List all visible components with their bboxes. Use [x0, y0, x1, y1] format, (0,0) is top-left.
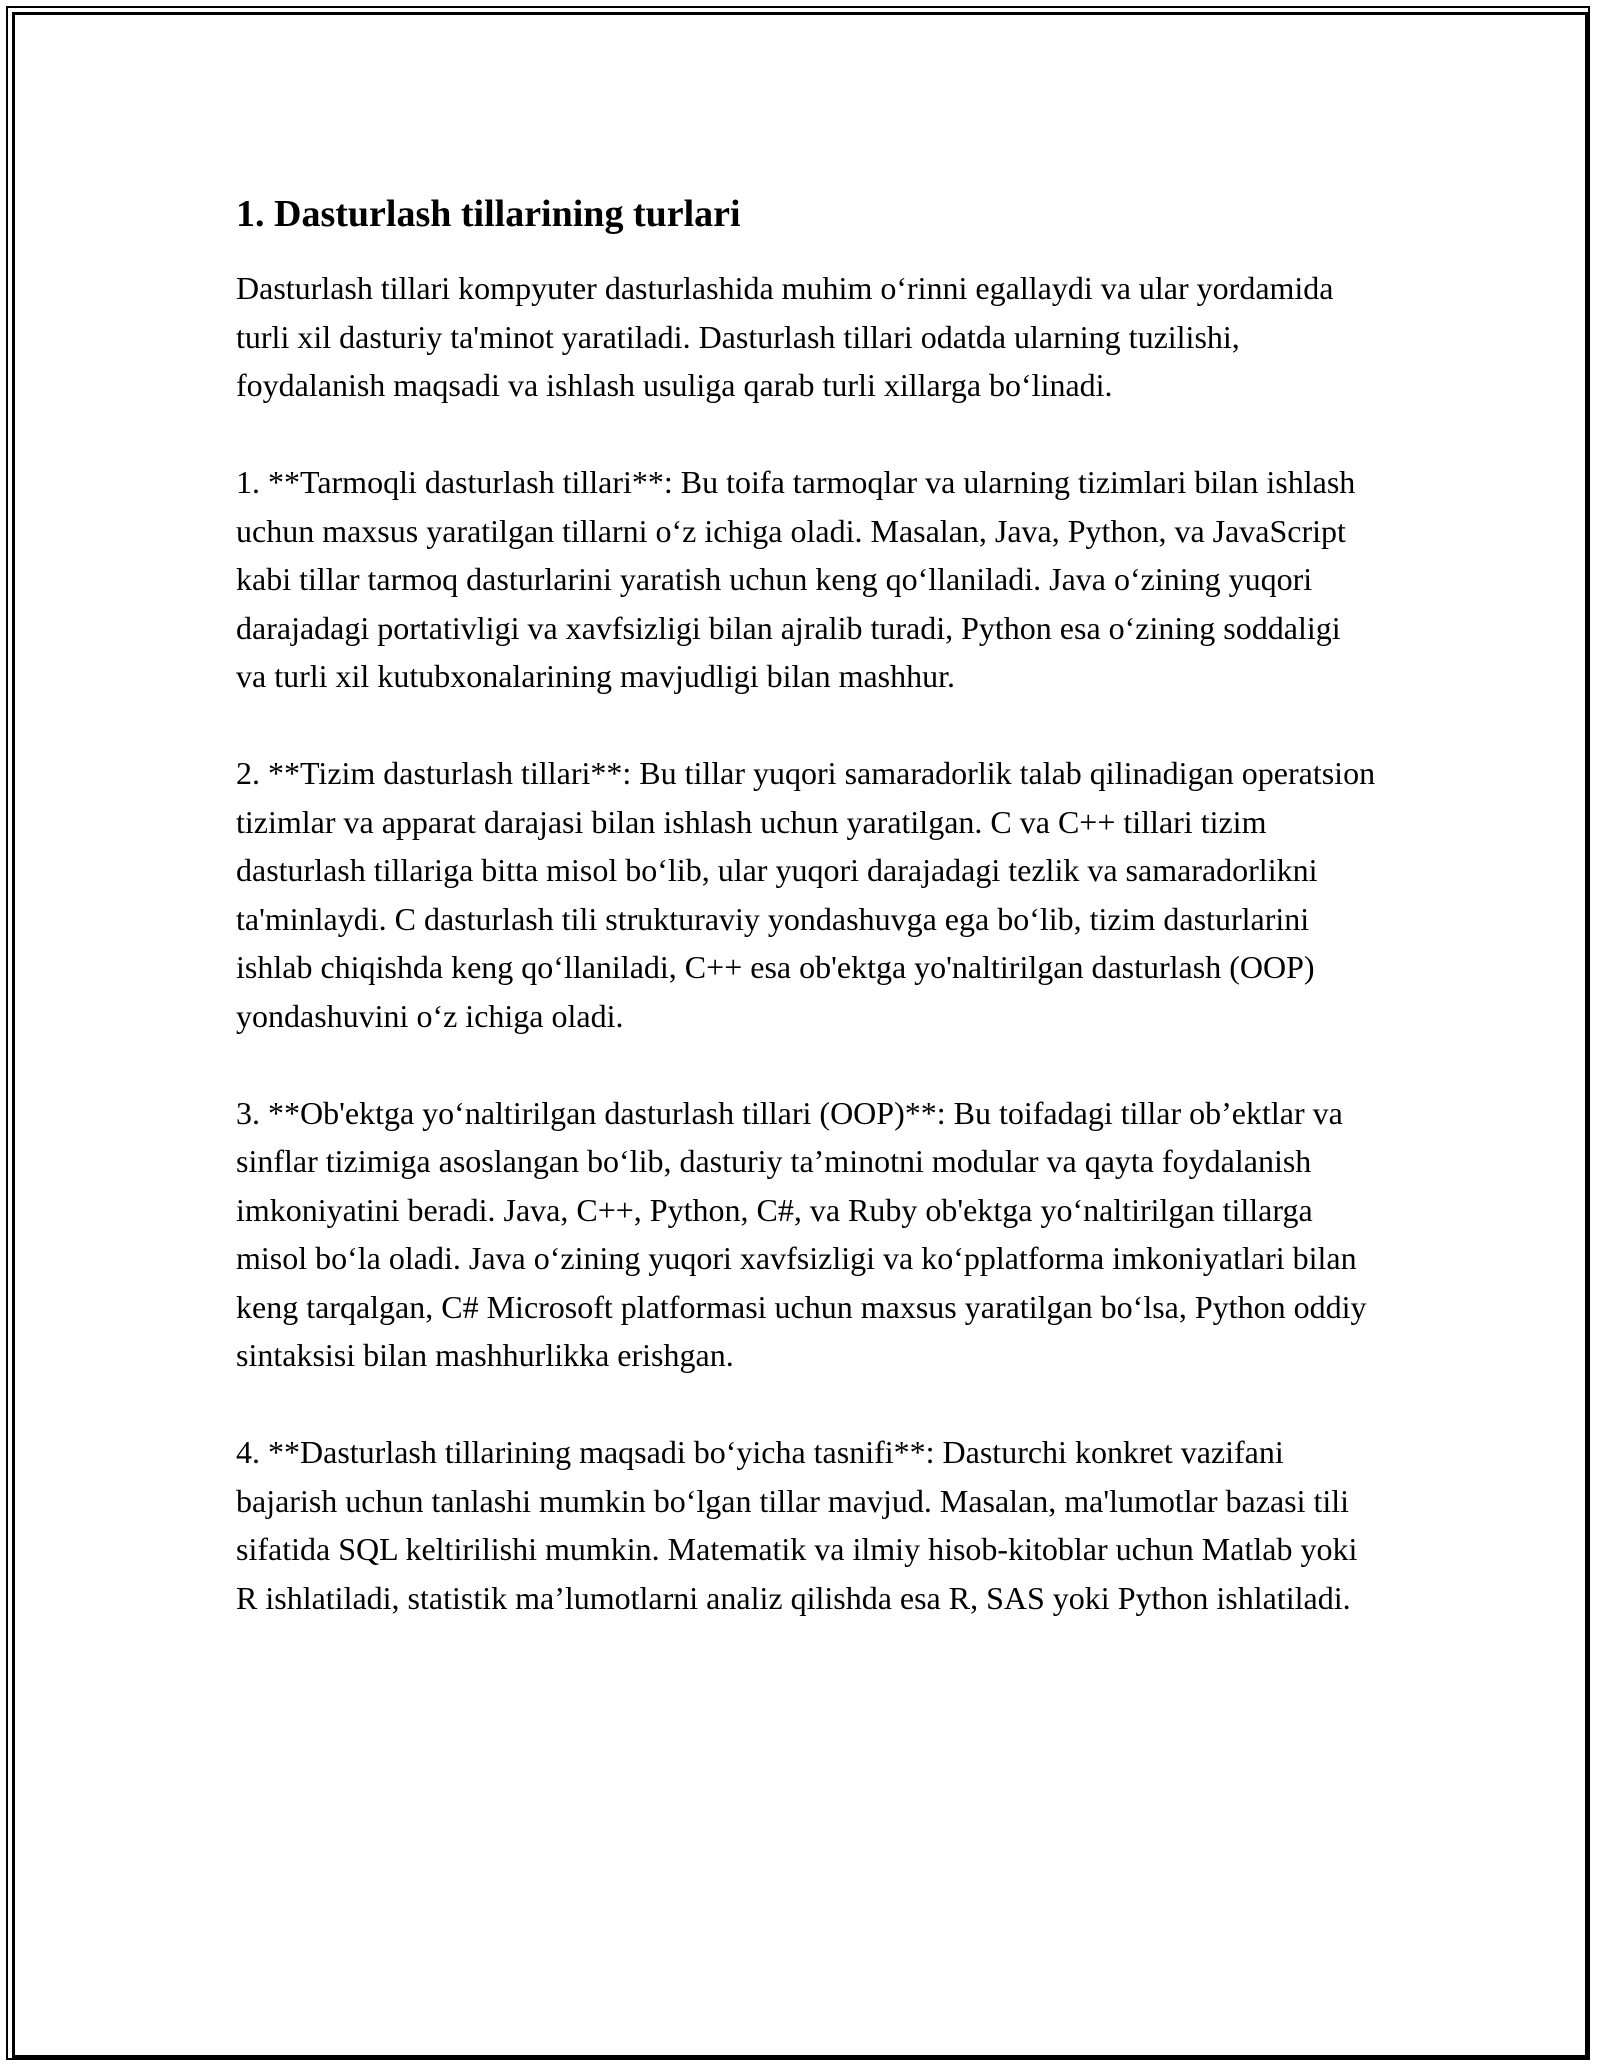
paragraph-system-languages: 2. **Tizim dasturlash tillari**: Bu tillar yuqori samaradorlik talab qilinadigan operatsion tizimlar va apparat darajasi bilan ishlash uchun yaratilgan. C va C++ tillari tizim dasturlash tillariga bitta misol bo‘lib, ular yuqori darajadagi tezlik va samaradorlikni ta'minlaydi. C dasturlash tili strukturaviy yondashuvga ega bo‘lib, tizim dasturlarini ishlab chiqishda keng qo‘llaniladi, C++ esa ob'ektga yo'naltirilgan dasturlash (OOP) yondashuvini o‘z ichiga oladi. — [236, 755, 1376, 1034]
document-body — [236, 190, 1376, 1622]
document-title: 1. Dasturlash tillarining turlari — [236, 193, 741, 235]
paragraph-oop-languages: 3. **Ob'ektga yo‘naltirilgan dasturlash tillari (OOP)**: Bu toifadagi tillar ob’ektlar va sinflar tizimiga asoslangan bo‘lib, dasturiy ta’minotni modular va qayta foydalanish imkoniyatini beradi. Java, C++, Python, C#, va Ruby ob'ektga yo‘naltirilgan tillarga misol bo‘la oladi. Java o‘zining yuqori xavfsizligi va ko‘pplatforma imkoniyatlari bilan keng tarqalgan, C# Microsoft platformasi uchun maxsus yaratilgan bo‘lsa, Python oddiy sintaksisi bilan mashhurlikka erishgan. — [236, 1094, 1367, 1373]
paragraph-purpose-classification: 4. **Dasturlash tillarining maqsadi bo‘yicha tasnifi**: Dasturchi konkret vazifani bajarish uchun tanlashi mumkin bo‘lgan tillar mavjud. Masalan, ma'lumotlar bazasi tili sifatida SQL keltirilishi mumkin. Matematik va ilmiy hisob-kitoblar uchun Matlab yoki R ishlatiladi, statistik ma’lumotlarni analiz qilishda esa R, SAS yoki Python ishlatiladi. — [236, 1434, 1358, 1616]
intro-paragraph: Dasturlash tillari kompyuter dasturlashida muhim o‘rinni egallaydi va ular yordamida turli xil dasturiy ta'minot yaratiladi. Dasturlash tillari odatda ularning tuzilishi, foydalanish maqsadi va ishlash usuliga qarab turli xillarga bo‘linadi. — [236, 270, 1334, 403]
paragraph-network-languages: 1. **Tarmoqli dasturlash tillari**: Bu toifa tarmoqlar va ularning tizimlari bilan ishlash uchun maxsus yaratilgan tillarni o‘z ichiga oladi. Masalan, Java, Python, va JavaScript kabi tillar tarmoq dasturlarini yaratish uchun keng qo‘llaniladi. Java o‘zining yuqori darajadagi portativligi va xavfsizligi bilan ajralib turadi, Python esa o‘zining soddaligi va turli xil kutubxonalarining mavjudligi bilan mashhur. — [236, 464, 1356, 694]
